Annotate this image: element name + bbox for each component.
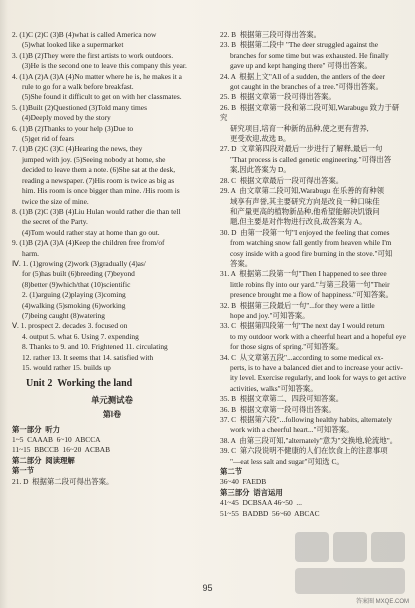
answer-line: 更受欢迎,故选 B。 — [230, 134, 291, 144]
answer-line: 23. B 根据第二段中 "The deer struggled against the — [220, 40, 378, 50]
answer-line: cosy inside with a good fire burning in the stove."可知 — [230, 248, 393, 258]
answer-line: (4)walking (5)smoking (6)working — [22, 300, 126, 310]
page-fold-shadow — [0, 0, 8, 608]
section-heading: 第二节 — [220, 467, 243, 477]
answer-line: activities, walks"可知答案。 — [230, 383, 318, 393]
answer-line: 25. B 根据文章第一段可得出答案。 — [220, 92, 336, 102]
answer-line: 答案。 — [230, 258, 253, 268]
watermark-logo — [293, 528, 409, 604]
answer-line: "—eat less salt and sugar"可知选 C。 — [230, 456, 344, 466]
answer-line: 21. D 根据第二段可得出答案。 — [12, 476, 114, 486]
answer-line: 题,但主要是对作物进行改良,故答案为 A。 — [230, 217, 367, 227]
answer-line: (5)what looked like a supermarket — [22, 40, 124, 50]
answer-line: Ⅳ. 1. (1)growing (2)work (3)gradually (4)as/ — [12, 258, 146, 268]
answer-line: 38. A 由第三段可知,"alternately"意为"交换地,轮流地"。 — [220, 435, 398, 445]
answer-line: work with a cheerful heart..."可知答案。 — [230, 425, 354, 435]
answer-line: hope and joy."可知答案。 — [230, 310, 310, 320]
watermark-name: 答案圈 — [355, 599, 374, 605]
answer-line: 36~40 FAEDB — [220, 477, 267, 487]
answer-line: perts, is to have a balanced diet and to increase your activ- — [230, 363, 403, 372]
answer-line: 案,因此答案为 D。 — [230, 165, 291, 175]
part-heading: 第二部分 阅读理解 — [12, 455, 75, 465]
answer-line: 8. (1)B (2)C (3)B (4)Liu Hulan would rather die than tell — [12, 206, 181, 216]
answer-line: 2. (1)arguing (2)playing (3)coming — [22, 290, 126, 300]
answer-line: 51~55 BADBD 56~60 ABCAC — [220, 508, 320, 518]
answer-line: decided to leave them a note. (6)She sat at the desk, — [22, 165, 176, 175]
answer-line: ity level. Exercise regularly, and look for ways to get active — [230, 373, 407, 383]
answer-line: 5. (1)Built (2)Questioned (3)Told many times — [12, 102, 147, 112]
answer-line: got caught in the branches of a tree."可得出答案。 — [230, 82, 383, 92]
answer-line: 域享有声誉,其主要研究方向是改良一种口味佳 — [230, 196, 380, 206]
answer-line: 15. would rather 15. builds up — [22, 363, 111, 372]
answer-line: (3)He is the second one to leave this company this year. — [22, 61, 187, 71]
answer-line: him. His room is once bigger than mine. /His room is — [22, 186, 180, 196]
section-heading: 第一节 — [12, 466, 35, 476]
answer-line: harm. — [22, 248, 40, 258]
listening-answers: 1~5 CAAAB 6~10 ABCCA — [12, 435, 101, 445]
answer-line: for (5)has built (6)breeding (7)beyond — [22, 269, 135, 279]
answer-line: gave up and kept hanging there" 可得出答案。 — [230, 61, 372, 71]
answer-line: 28. C 根据文章最后一段可得出答案。 — [220, 175, 344, 185]
answer-line: jumped with joy. (5)Seeing nobody at home, she — [22, 154, 166, 164]
watermark-url: MXQE.COM — [375, 599, 409, 605]
answer-line: reading a newspaper. (7)His room is twice as big as — [22, 175, 175, 185]
answer-line: the secret of the Party. — [22, 217, 88, 227]
answer-line: twice the size of mine. — [22, 196, 89, 206]
answer-line: "That process is called genetic engineering."可得出答 — [230, 154, 392, 164]
answer-line: 39. C 第六段说明不健康的人们在饮食上的注意事项 — [220, 446, 388, 456]
answer-line: 37. C 根据第六段"...following healthy habits, alternately — [220, 415, 392, 425]
answer-line: (4)Tom would rather stay at home than go out. — [22, 227, 160, 237]
answer-line: (8)better (9)which/that (10)scientific — [22, 279, 131, 289]
answer-line: (7)being caught (8)watering — [22, 310, 105, 320]
answer-line: to my outdoor work with a cheerful heart and a hopeful eye — [230, 331, 406, 341]
unit-title: Unit 2 Working the land — [26, 378, 133, 390]
answer-line: 22. B 根据第三段可得出答案。 — [220, 30, 322, 39]
answer-line: little robins fly into our yard."与第三段第一句"Their — [230, 279, 390, 289]
answer-line: Ⅴ. 1. prospect 2. decades 3. focused on — [12, 321, 128, 331]
answer-line: 3. (1)B (2)They were the first artists to work outdoors. — [12, 50, 174, 60]
answer-line: 9. (1)B (2)A (3)A (4)Keep the children free from/of — [12, 238, 165, 248]
answer-line: 12. rather 13. It seems that 14. satisfied with — [22, 352, 154, 362]
answer-line: 2. (1)C (2)C (3)B (4)what is called America now — [12, 30, 157, 39]
answer-line: (5)She found it difficult to get on with her classmates. — [22, 92, 182, 102]
answer-line: presence brought me a flow of happiness."可知答案。 — [230, 290, 393, 300]
answer-line: 27. D 文章第四段对最后一步进行了解释,最后一句 — [220, 144, 383, 154]
page-number: 95 — [202, 583, 213, 593]
part-heading: 第三部分 语言运用 — [220, 487, 283, 497]
answer-line: branches for some time but was exhausted. He finally — [230, 50, 389, 60]
answer-line: (4)Deeply moved by the story — [22, 113, 111, 123]
answer-line: rule to go for a walk before breakfast. — [22, 82, 134, 92]
answer-line: 33. C 根据第四段第一句"The next day I would return — [220, 321, 385, 331]
watermark-text — [356, 596, 409, 605]
answer-line: 41~45 DCBSAA 46~50 ... — [220, 498, 302, 508]
right-column — [220, 30, 406, 519]
answer-line: 6. (1)B (2)Thanks to your help (3)Due to — [12, 123, 134, 133]
answer-line: 30. D 由第一段第一句"I enjoyed the feeling that comes — [220, 227, 390, 237]
answer-line: (5)get rid of fears — [22, 134, 74, 144]
answer-line: 和产量更高的植物新品种,他希望能解决饥饿问 — [230, 206, 380, 216]
listening-answers: 11~15 BBCCB 16~20 ACBAB — [12, 445, 111, 455]
answer-line: 32. B 根据第三段最后一句"...for they were a little — [220, 300, 375, 310]
answer-line: 29. A 由文章第二段可知,Warabugu 在乐善的育种领 — [220, 186, 385, 196]
answer-line: from watching snow fall gently from heaven while I'm — [230, 238, 392, 248]
answer-line: 35. B 根据文章第二、四段可知答案。 — [220, 394, 344, 404]
answer-line: 4. output 5. what 6. Using 7. expending — [22, 331, 139, 341]
answer-line: 26. B 根据文章第一段和第二段可知,Warabugu 致力于研究 — [220, 102, 400, 123]
left-column — [12, 30, 212, 487]
part-heading: 第一部分 听力 — [12, 424, 61, 434]
answer-line: 24. A 根据上文"All of a sudden, the antlers of the deer — [220, 71, 385, 81]
answer-line: for those signs of spring."可知答案。 — [230, 342, 344, 352]
test-title: 单元测试卷 — [91, 395, 133, 405]
volume-heading: 第Ⅰ卷 — [102, 410, 122, 420]
answer-line: 36. B 根据文章第一段可得出答案。 — [220, 404, 336, 414]
answer-line: 8. Thanks to 9. and 10. Frightened 11. circulating — [22, 342, 168, 352]
answer-line: 34. C 从文章第五段"...according to some medical ex- — [220, 352, 384, 362]
answer-line: 4. (1)A (2)A (3)A (4)No matter where he is, he makes it a — [12, 71, 182, 81]
answer-line: 研究项目,培育一种新的品种,使之更有营养, — [230, 123, 369, 133]
answer-line: 7. (1)B (2)C (3)C (4)Hearing the news, they — [12, 144, 143, 154]
answer-line: 31. A 根据第二段第一句"Then I happened to see three — [220, 269, 387, 279]
